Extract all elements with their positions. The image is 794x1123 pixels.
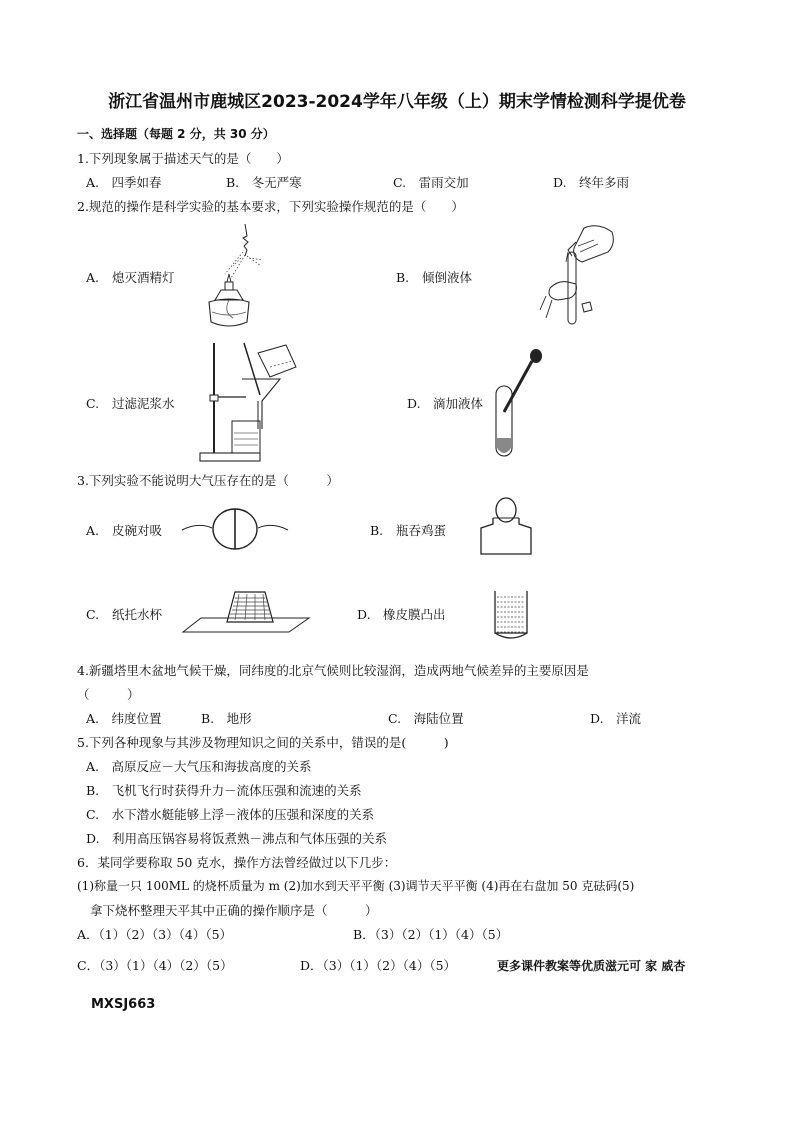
pouring-liquid-figure [538,218,620,326]
rubber-membrane-figure [491,589,531,643]
q5-option-d: D. 利用高压锅容易将饭煮熟－沸点和气体压强的关系 [86,831,388,846]
q3-option-b: B. 瓶吞鸡蛋 [370,523,447,538]
promo-watermark-text: 更多课件教案等优质滋元可 家 威杏 [497,959,686,973]
q1-option-c: C. 雷雨交加 [393,175,469,190]
question-2-stem: 2.规范的操作是科学实验的基本要求，下列实验操作规范的是（ ） [77,199,464,214]
q1-option-a: A. 四季如春 [86,175,162,190]
question-6-prompt: 拿下烧杯整理天平其中正确的操作顺序是（ ） [90,903,378,918]
filtration-setup-figure [198,337,300,465]
question-4-stem: 4.新疆塔里木盆地气候干燥，同纬度的北京气候则比较湿润，造成两地气候差异的主要原因是 [77,663,589,678]
q6-option-a: A．（1）（2）（3）（4）（5） [77,927,233,942]
q2-option-b: B. 倾倒液体 [396,270,473,285]
question-6-stem: 6．某同学要称取 50 克水，操作方法曾经做过以下几步： [77,855,397,870]
question-4-blank: （ ） [77,687,140,702]
paper-cup-figure [181,590,311,634]
question-5-stem: 5.下列各种现象与其涉及物理知识之间的关系中，错误的是( ) [77,735,449,750]
q2-option-a: A. 熄灭酒精灯 [86,270,175,285]
q6-option-b: B．（3）（2）（1）（4）（5） [353,927,509,942]
q4-option-a: A. 纬度位置 [86,711,162,726]
q4-option-d: D. 洋流 [590,711,642,726]
q3-option-a: A. 皮碗对吸 [86,523,163,538]
q2-option-c: C. 过滤泥浆水 [86,396,175,411]
document-code: MXSJ663 [91,997,156,1012]
q3-option-c: C. 纸托水杯 [86,607,163,622]
document-title: 浙江省温州市鹿城区2023-2024学年八年级（上）期末学情检测科学提优卷 [108,92,686,112]
suction-cups-figure [180,504,290,554]
q2-option-d: D. 滴加液体 [407,396,484,411]
q5-option-c: C. 水下潜水艇能够上浮－液体的压强和深度的关系 [86,807,375,822]
q5-option-a: A. 高原反应－大气压和海拔高度的关系 [86,759,312,774]
section-heading: 一、选择题（每题 2 分，共 30 分） [77,127,275,141]
q1-option-d: D. 终年多雨 [553,175,630,190]
question-3-stem: 3.下列实验不能说明大气压存在的是（ ） [77,473,339,488]
egg-in-bottle-figure [477,496,535,556]
alcohol-lamp-blowing-figure [203,222,273,334]
q5-option-b: B. 飞机飞行时获得升力－流体压强和流速的关系 [86,783,362,798]
dropper-test-tube-figure [488,346,548,460]
q6-option-c: C．（3）（1）（4）（2）（5） [77,958,233,973]
q3-option-d: D. 橡皮膜凸出 [357,607,446,622]
q4-option-b: B. 地形 [201,711,252,726]
q6-option-d: D．（3）（1）（2）（4）（5） [300,958,457,973]
question-6-steps: (1)称量一只 100ML 的烧杯质量为 m (2)加水到天平平衡 (3)调节天平平衡 (4)再在右盘加 50 克砝码(5) [77,879,635,893]
q4-option-c: C. 海陆位置 [388,711,464,726]
q1-option-b: B. 冬无严寒 [226,175,302,190]
question-1-stem: 1.下列现象属于描述天气的是（ ） [77,151,289,166]
